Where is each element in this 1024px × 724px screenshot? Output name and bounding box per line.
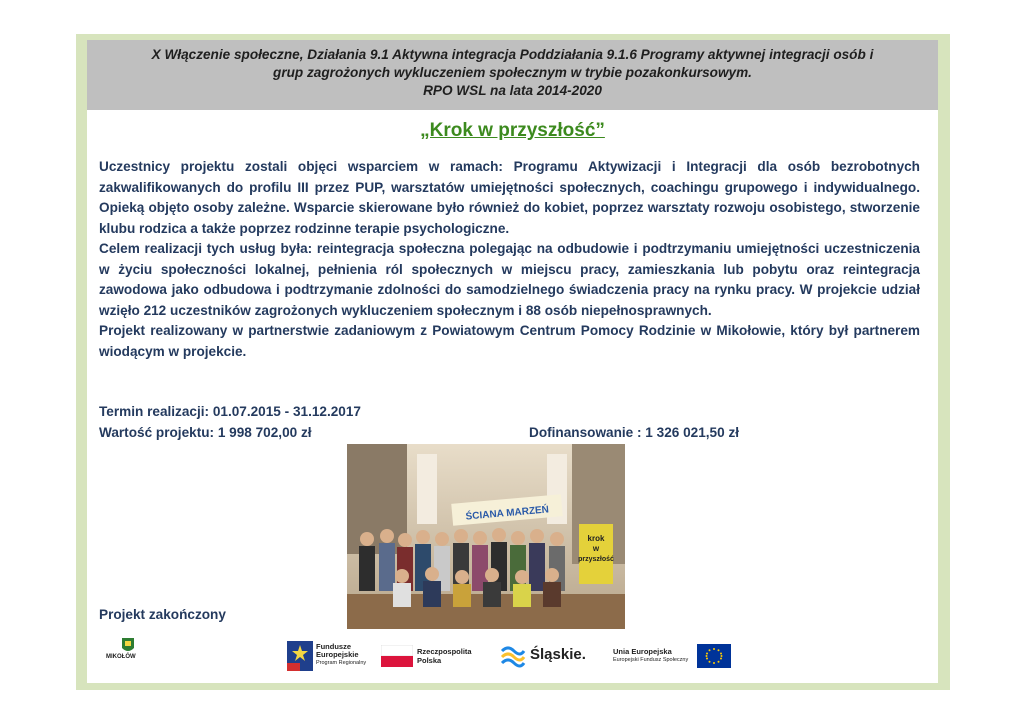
fe-line-3: Program Regionalny <box>316 660 367 666</box>
slaskie-label: Śląskie. <box>530 646 586 663</box>
project-description <box>99 157 920 362</box>
realization-period: Termin realizacji: 01.07.2015 - 31.12.2017 <box>99 404 361 419</box>
fe-line-2: Europejskie <box>316 650 359 659</box>
rp-line-1: Rzeczpospolita <box>417 647 472 656</box>
project-status: Projekt zakończony <box>99 607 226 622</box>
group-photo <box>347 444 625 629</box>
sign-text-3: przyszłość <box>578 556 614 563</box>
sign-text-2: w <box>592 544 600 553</box>
header-line-1: X Włączenie społeczne, Działania 9.1 Aktywna integracja Poddziałania 9.1.6 Programy aktywnej integracji osób i <box>151 47 874 62</box>
program-header <box>87 40 938 110</box>
project-value: Wartość projektu: 1 998 702,00 zł <box>99 425 312 440</box>
unia-europejska-logo <box>613 643 733 671</box>
ue-line-1: Unia Europejska <box>613 647 672 656</box>
header-line-3: RPO WSL na lata 2014-2020 <box>423 83 602 98</box>
mikolow-label: MIKOŁÓW <box>106 654 136 660</box>
slaskie-logo <box>500 641 600 671</box>
fundusze-europejskie-logo <box>287 641 377 673</box>
ue-line-2: Europejski Fundusz Społeczny <box>613 657 689 663</box>
project-title: „Krok w przyszłość” <box>420 120 605 141</box>
rzeczpospolita-polska-logo <box>381 645 481 669</box>
fe-line-1: Fundusze <box>316 642 351 651</box>
cofinancing-amount: Dofinansowanie : 1 326 021,50 zł <box>529 425 740 440</box>
mikolow-logo <box>108 636 148 666</box>
eu-flag-icon <box>697 644 731 668</box>
paragraph-support: Uczestnicy projektu zostali objęci wsparciem w ramach: Programu Aktywizacji i Integracji dla osób bezrobotnych zakwalifikowanych do profilu III przez PUP, warsztatów umiejętności społecznych, coachingu grupowego i indywidualnego. Opieką objęto osoby zależne. Wsparcie skierowane było również do kobiet, poprzez warsztaty rozwoju osobistego, stworzenie klubu rodzica a także poprzez rodzinne terapie psychologiczne. <box>99 159 920 236</box>
paragraph-goal: Celem realizacji tych usług była: reintegracja społeczna polegając na odbudowie i podtrzymaniu umiejętności uczestniczenia w życiu społeczności lokalnej, pełnienia ról społecznych w miejscu pracy, zamieszkania lub pobytu oraz reintegracja zawodowa jako odbudowa i podtrzymanie zdolności do samodzielnego świadczenia pracy na rynku pracy. W projekcie udział wzięło 212 uczestników zagrożonych wykluczeniem społecznym i 88 osób niepełnosprawnych. <box>99 241 920 318</box>
sign-text-1: krok <box>587 534 605 543</box>
paragraph-partnership: Projekt realizowany w partnerstwie zadaniowym z Powiatowym Centrum Pomocy Rodzinie w Mikołowie, który był partnerem wiodącym w projekcie. <box>99 323 920 359</box>
rp-line-2: Polska <box>417 656 442 665</box>
banner-text: ŚCIANA MARZEŃ <box>465 504 550 523</box>
header-line-2: grup zagrożonych wykluczeniem społecznym w trybie pozakonkursowym. <box>273 65 752 80</box>
